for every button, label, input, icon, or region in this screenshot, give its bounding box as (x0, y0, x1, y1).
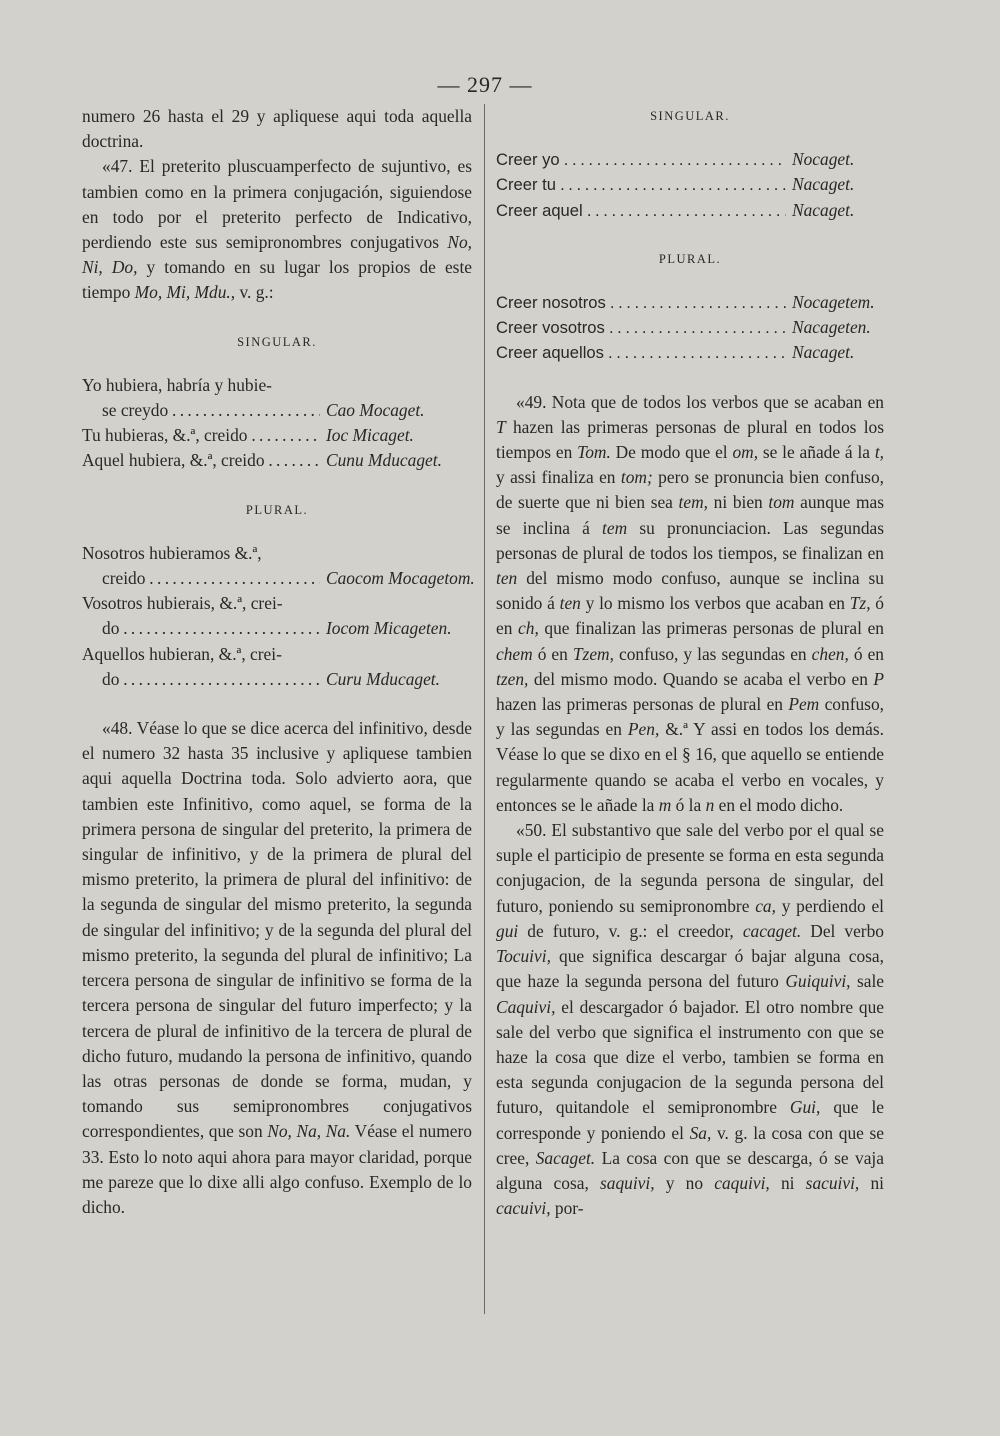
section-heading-singular: SINGULAR. (237, 334, 317, 349)
conjugation-row (496, 315, 884, 340)
conjugation-row (82, 373, 472, 423)
section-heading-plural: PLURAL. (245, 502, 309, 517)
row-value: Nacaget. (792, 342, 855, 363)
row-value: Curu Mducaget. (326, 668, 440, 689)
right-column (496, 104, 884, 1221)
paragraph-50: «50. El substantivo que sale del verbo por el qual se suple el participio de presente se forma en esta segunda conjugacion, de la segunda persona de singular, del futuro, poniendo su semipronombre ca, y perdiendo el gui de futuro, v. g.: el creedor, cacaget. Del verbo Tocuivi, que significa descargar ó bajar alguna cosa, que haze la segunda persona del futuro Guiquivi, sale Caquivi, el descargador ó bajador. El otro nombre que sale del verbo que significa el instrumento con que se haze la cosa que dize el verbo, tambien se forma en esta segunda conjugacion de la segunda persona del futuro, quitandole el semipronombre Gui, que le corresponde y poniendo el Sa, v. g. la cosa con que se cree, Sacaget. La cosa con que se descarga, ó se vaja alguna cosa, saquivi, y no caquivi, ni sacuivi, ni cacuivi, por- (496, 820, 885, 1219)
section-heading-singular: SINGULAR. (650, 109, 730, 123)
conjugation-row (496, 172, 884, 197)
row-label-line: Aquellos hubieran, &.ª, crei- (82, 643, 282, 664)
conjugation-table-singular (82, 373, 472, 474)
conjugation-table-plural (82, 541, 475, 692)
row-label-line: Vosotros hubierais, &.ª, crei- (82, 593, 283, 614)
row-value: Ioc Micaget. (326, 425, 414, 446)
row-value: Cunu Mducaget. (326, 450, 442, 471)
conjugation-row (82, 448, 472, 473)
row-label: Creer aquellos . . . (496, 340, 786, 365)
conjugation-row (496, 147, 884, 172)
row-value: Cao Mocaget. (326, 400, 425, 421)
row-label-line: Yo hubiera, habría y hubie- (82, 374, 272, 395)
row-value: Nacageten. (792, 317, 871, 338)
conjugation-row (496, 340, 884, 365)
conjugation-row (496, 290, 884, 315)
infinitive-table-singular (496, 147, 884, 223)
paragraph-number: «47. (102, 156, 133, 177)
row-value: Nocagetem. (792, 292, 875, 313)
row-label: Creer tu . . . (496, 172, 786, 197)
paragraph-number: «48. (102, 718, 133, 739)
row-value: Nocaget. (792, 149, 855, 170)
section-heading-plural: PLURAL. (658, 251, 722, 266)
row-label: Creer vosotros . . . (496, 315, 786, 340)
page-number: — 297 — (437, 72, 533, 97)
row-label: creido . . . (102, 566, 320, 591)
row-label: Aquel hubiera, &.ª, creido . . . (82, 448, 320, 473)
conjugation-row (496, 198, 884, 223)
paragraph-47: «47. El preterito pluscuamperfecto de sujuntivo, es tambien como en la primera conjugación, siguiendose en todo por el preterito perfecto de Indicativo, perdiendo este sus semipronombres conjugativos No, Ni, Do, y tomando en su lugar los propios de este tiempo Mo, Mi, Mdu., v. g.: (82, 156, 472, 303)
row-value: Iocom Micageten. (326, 618, 452, 639)
paragraph-number: «50. (516, 820, 547, 841)
row-value: Nacaget. (792, 174, 855, 195)
row-label: Tu hubieras, &.ª, creido . . . (82, 423, 320, 448)
row-label: do . . . (102, 667, 320, 692)
paragraph-number: «49. (516, 391, 547, 412)
conjugation-row (82, 642, 472, 692)
conjugation-row (82, 541, 475, 591)
conjugation-row (82, 423, 472, 448)
paragraph-49: «49. Nota que de todos los verbos que se acaban en T hazen las primeras personas de plural en todos los tiempos en Tom. De modo que el om, se le añade á la t, y assi finaliza en tom; pero se pronuncia bien confuso, de suerte que ni bien sea tem, ni bien tom aunque mas se inclina á tem su pronunciacion. Las segundas personas de plural de todos los tiempos, se finalizan en ten del mismo modo confuso, aunque se inclina su sonido á ten y lo mismo los verbos que acaban en Tz, ó en ch, que finalizan las primeras personas de plural en chem ó en Tzem, confuso, y las segundas en chen, ó en tzen, del mismo modo. Quando se acaba el verbo en P hazen las primeras personas de plural en Pem confuso, y las segundas en Pen, &.ª Y assi en todos los demás. Véase lo que se dixo en el § 16, que aquello se entiende regularmente quando se acaba el verbo en vocales, y entonces se le añade la m ó la n en el modo dicho. (496, 391, 885, 815)
row-value: Caocom Mocagetom. (326, 568, 475, 589)
paragraph-48: «48. Véase lo que se dice acerca del infinitivo, desde el numero 32 hasta 35 inclusive y apliquese tambien aqui aquella Doctrina toda. Solo advierto aora, que tambien este Infinitivo, como aquel, se forma de la primera persona de singular del preterito, la primera de singular de infinitivo, y de la primera de plural del mismo preterito, la primera de plural del infinitivo: de la segunda de singular del mismo preterito, la segunda de singular del infinitivo; y de la segunda del plural del mismo preterito, la segunda del plural de infinitivo; La tercera persona de singular de infinitivo se forma de la tercera persona de singular del futuro imperfecto; y la tercera de plural de infinitivo de la tercera de plural de dicho futuro, mudando la persona de infinitivo, quando las otras personas de donde se forma, mudan, y tomando sus semipronombres conjugativos correspondientes, que son No, Na, Na. Véase el numero 33. Esto lo noto aqui ahora para mayor claridad, porque me pareze que lo dixe alli algo confuso. Exemplo de lo dicho. (82, 718, 472, 1217)
conjugation-row (82, 591, 472, 641)
paragraph-intro: numero 26 hasta el 29 y apliquese aqui toda aquella doctrina. (82, 106, 472, 152)
row-label: do . . . (102, 616, 320, 641)
row-label-line: Nosotros hubieramos &.ª, (82, 542, 262, 563)
infinitive-table-plural (496, 290, 884, 366)
row-label: Creer aquel . . . (496, 198, 786, 223)
left-column (82, 104, 475, 1220)
row-label: Creer yo . . . (496, 147, 786, 172)
row-label: se creydo . . . (102, 398, 320, 423)
row-label: Creer nosotros . . . (496, 290, 786, 315)
row-value: Nacaget. (792, 199, 855, 220)
column-divider (484, 104, 485, 1314)
